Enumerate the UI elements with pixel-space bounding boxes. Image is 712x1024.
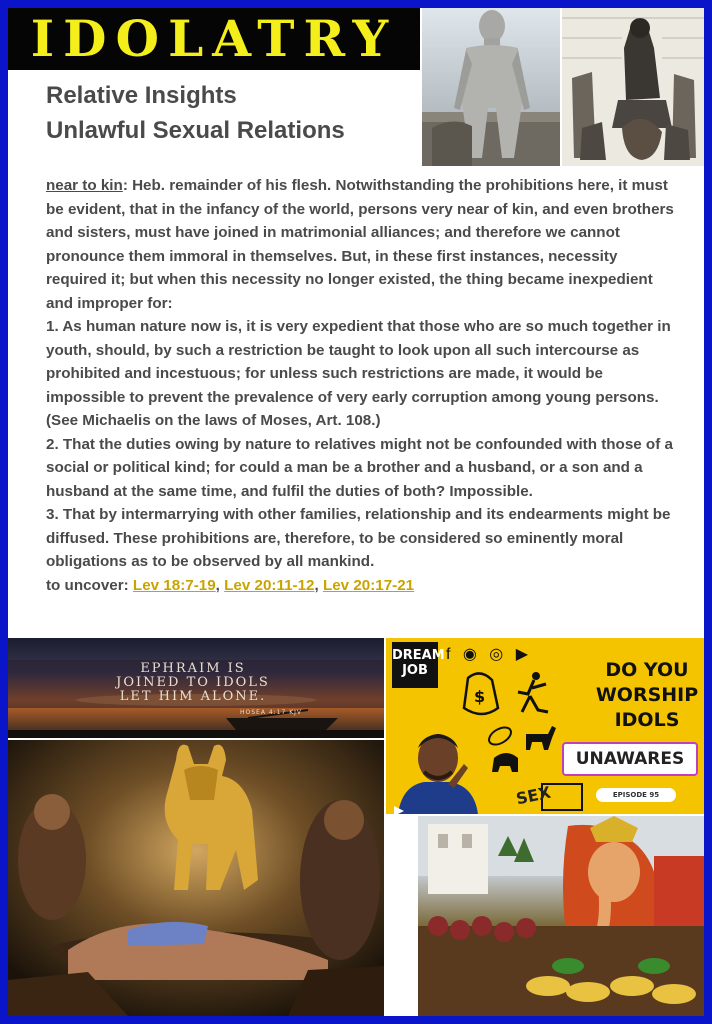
money-bag-icon	[464, 673, 498, 714]
ephraim-reference: HOSEA 4:17 KJV	[240, 709, 303, 716]
golden-calf-image	[8, 740, 384, 1016]
heading-line-2: Unlawful Sexual Relations	[46, 117, 345, 144]
ephraim-quote	[38, 662, 348, 704]
episode-pill: EPISODE 95	[596, 788, 676, 802]
social-icons: f ◉ ◎ ▶	[446, 646, 533, 663]
statue-image	[422, 8, 560, 166]
ref-link-lev-20-17-21[interactable]: Lev 20:17-21	[322, 576, 415, 594]
elephant-icon	[492, 753, 518, 772]
intro-paragraph	[46, 174, 678, 315]
question-line-3: IDOLS	[614, 709, 680, 731]
jumpman-icon	[518, 672, 548, 712]
unawares-label: UNAWARES	[562, 742, 698, 776]
term-near-to-kin: near to kin	[46, 177, 123, 194]
svg-text:$: $	[474, 687, 486, 706]
ephraim-line-3: LET HIM ALONE.	[119, 689, 267, 704]
uncover-label: to uncover:	[46, 576, 133, 594]
commentary-text	[46, 174, 678, 597]
ephraim-line-1: EPHRAIM IS	[140, 661, 246, 676]
question-line-2: WORSHIP	[595, 684, 699, 706]
idolatry-banner	[8, 8, 420, 70]
sex-label: SEX	[514, 782, 553, 809]
football-icon	[486, 724, 514, 748]
host-photo	[394, 724, 480, 814]
question-line-1: DO YOU	[605, 659, 689, 681]
ref-link-lev-20-11-12[interactable]: Lev 20:11-12	[224, 576, 315, 594]
point-1: 1. As human nature now is, it is very expedient that those who are so much together in youth, should, by such a restriction be taught to look upon all such intercourse as prohibited and incestuous; for unless such restrictions are made, it would be impossible to prevent the prevalence of very early corruption among young persons. (See Michaelis on the laws of Moses, Art. 108.)	[46, 318, 671, 429]
badge-line-1: DREAM	[392, 648, 445, 663]
ref-separator: ,	[215, 576, 225, 594]
intro-text: : Heb. remainder of his flesh. Notwithstanding the prohibitions here, it must be evident, that in the infancy of the world, persons very near of kin, and even brothers and sisters, must have joined in matrimonial alliances; and therefore we cannot pronounce them immoral in themselves. But, in these first instances, necessity required it; but when this necessity no longer existed, the thing became inexpedient and improper for:	[46, 177, 674, 312]
badge-line-2: JOB	[402, 663, 428, 678]
dream-job-thumbnail[interactable]	[386, 638, 704, 814]
ref-link-lev-18-7-19[interactable]: Lev 18:7-19	[132, 576, 216, 594]
worship-question	[592, 658, 702, 733]
idol-engraving-image	[562, 8, 704, 166]
banner-title: IDOLATRY	[30, 9, 398, 68]
uncover-line	[46, 574, 678, 598]
point-2: 2. That the duties owing by nature to relatives might not be confounded with those of a social or political kind; for could a man be a brother and a husband, or a son and a husband at the same time, and fulfil the duties of both? Impossible.	[46, 435, 673, 500]
donkey-icon	[526, 726, 556, 750]
ref-separator: ,	[314, 576, 323, 594]
ephraim-line-2: JOINED TO IDOLS	[116, 675, 270, 690]
festival-idol-image	[418, 816, 704, 1016]
page-content	[8, 8, 704, 1016]
ephraim-quote-image	[8, 638, 384, 738]
heading-block	[46, 78, 426, 148]
play-icon[interactable]	[390, 804, 408, 814]
point-3: 3. That by intermarrying with other families, relationship and its endearments might be diffused. These prohibitions are, therefore, to be considered so eminently moral obligations as to be observed by all mankind.	[46, 506, 671, 570]
heading-line-1: Relative Insights	[46, 82, 237, 109]
